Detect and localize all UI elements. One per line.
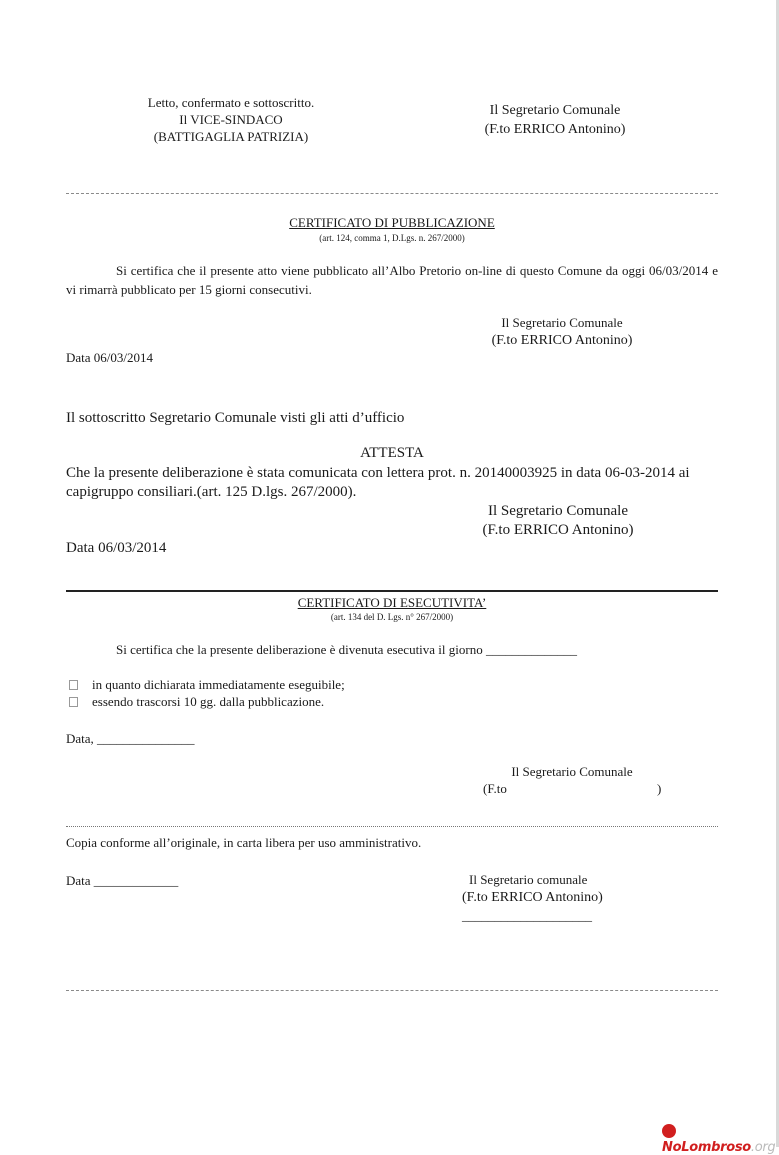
attestation-intro: Il sottoscritto Segretario Comunale visti gli atti d’ufficio <box>66 410 405 426</box>
attestation-signature <box>458 502 658 540</box>
vice-mayor-title: Il VICE-SINDACO <box>179 112 283 127</box>
approval-text: Letto, confermato e sottoscritto. <box>147 95 315 110</box>
attestation-heading: ATTESTA <box>360 445 424 461</box>
attestation-date: Data 06/03/2014 <box>66 540 167 556</box>
executivity-signature-open: (F.to <box>483 781 507 796</box>
copy-statement: Copia conforme all’originale, in carta libera per uso amministrativo. <box>66 835 422 850</box>
secretary-name: (F.to ERRICO Antonino) <box>462 890 603 905</box>
signature-blank: ____________________ <box>462 908 592 923</box>
watermark-brand: NoLombroso <box>662 1140 751 1155</box>
divider <box>66 590 718 592</box>
divider <box>66 193 718 194</box>
publication-signature <box>462 314 662 350</box>
attestation-body: Che la presente deliberazione è stata comunicata con lettera prot. n. 20140003925 in data 06-03-2014 ai capigruppo consiliari.(art. 125 D.lgs. 267/2000). <box>66 465 690 500</box>
vice-mayor-name: (BATTIGAGLIA PATRIZIA) <box>153 129 309 144</box>
secretary-name: (F.to ERRICO Antonino) <box>484 122 626 137</box>
publication-date: Data 06/03/2014 <box>66 350 154 365</box>
executivity-title: CERTIFICATO DI ESECUTIVITA’ <box>297 595 487 610</box>
secretary-title: Il Segretario comunale <box>469 872 588 887</box>
executivity-option-immediate <box>69 677 345 693</box>
option-label: in quanto dichiarata immediatamente eseguibile; <box>92 677 345 692</box>
watermark <box>662 1124 776 1155</box>
watermark-tld: .org <box>750 1140 776 1155</box>
secretary-name: (F.to ERRICO Antonino) <box>491 333 633 348</box>
divider <box>66 990 718 991</box>
watermark-logo-icon <box>662 1124 676 1138</box>
divider <box>66 826 718 827</box>
option-label: essendo trascorsi 10 gg. dalla pubblicazione. <box>92 694 325 709</box>
publication-body: Si certifica che il presente atto viene pubblicato all’Albo Pretorio on-line di questo Comune da oggi 06/03/2014 e vi rimarrà pubblicato per 15 giorni consecutivi. <box>66 263 718 297</box>
executivity-date: Data, _______________ <box>66 731 195 746</box>
approval-block <box>110 94 352 145</box>
checkbox-icon <box>69 680 78 690</box>
executivity-subtitle: (art. 134 del D. Lgs. n° 267/2000) <box>330 612 454 622</box>
executivity-signature-close: ) <box>657 781 662 796</box>
copy-date: Data _____________ <box>66 873 179 888</box>
secretary-name: (F.to ERRICO Antonino) <box>482 522 634 538</box>
executivity-signature-title: Il Segretario Comunale <box>511 764 633 779</box>
checkbox-icon <box>69 697 78 707</box>
secretary-title: Il Segretario Comunale <box>501 315 623 330</box>
publication-title: CERTIFICATO DI PUBBLICAZIONE <box>289 215 495 230</box>
executivity-body: Si certifica che la presente deliberazione è divenuta esecutiva il giorno ______________ <box>116 642 577 657</box>
executivity-option-elapsed <box>69 694 324 710</box>
secretary-block-top <box>450 101 660 139</box>
secretary-title: Il Segretario Comunale <box>488 503 628 519</box>
copy-signature <box>462 871 603 925</box>
secretary-title: Il Segretario Comunale <box>489 103 621 118</box>
publication-subtitle: (art. 124, comma 1, D.Lgs. n. 267/2000) <box>319 233 465 243</box>
